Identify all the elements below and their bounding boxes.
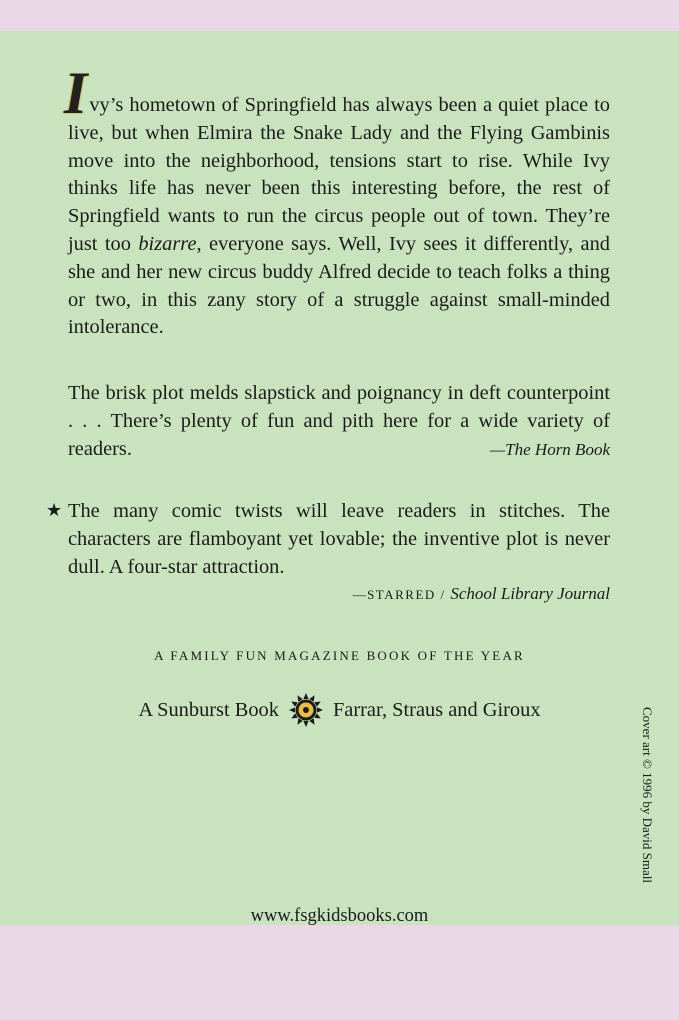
bottom-color-band <box>0 925 679 1020</box>
imprint-name: A Sunburst Book <box>138 698 279 721</box>
review-source-horn-book: —The Horn Book <box>490 440 610 459</box>
sunburst-icon <box>289 693 323 727</box>
star-icon: ★ <box>46 500 63 520</box>
review-quote-slj: The many comic twists will leave readers in stitches. The characters are flamboyant yet lovable; the inventive plot is never dull. A four-star attraction. <box>68 500 610 578</box>
blurb-text: vy’s hometown of Springfield has always been a quiet place to live, but when Elmira the Snake Lady and the Flying Gambinis move into the neighborhood, tensions start to rise. While Ivy thinks life has never been this interesting before, the rest of Springfield wants to run the circus people out of town. They’re just too <box>68 94 610 255</box>
blurb-text-end: , everyone says. Well, Ivy sees it differently, and she and her new circus buddy Alfred decide to teach folks a thing or two, in this zany story of a struggle against small-minded intolerance. <box>68 232 610 339</box>
review-source-prefix: —STARRED / <box>352 587 451 602</box>
award-line: A FAMILY FUN MAGAZINE BOOK OF THE YEAR <box>154 648 525 663</box>
book-blurb <box>64 60 610 342</box>
publisher-name: Farrar, Straus and Giroux <box>332 698 541 721</box>
drop-cap-letter: I <box>64 60 88 126</box>
review-quote-horn-book: The brisk plot melds slapstick and poignancy in deft counterpoint . . . There’s plenty of fun and pith here for a wide variety of readers. <box>68 382 610 460</box>
cover-art-credit: Cover art © 1996 by David Small <box>640 707 655 883</box>
top-color-band <box>0 0 679 31</box>
blurb-emphasis: bizarre <box>138 232 197 255</box>
review-source-slj <box>353 584 610 604</box>
publisher-website[interactable]: www.fsgkidsbooks.com <box>250 906 429 926</box>
review-source-name: School Library Journal <box>450 584 610 603</box>
publisher-line <box>0 693 679 727</box>
